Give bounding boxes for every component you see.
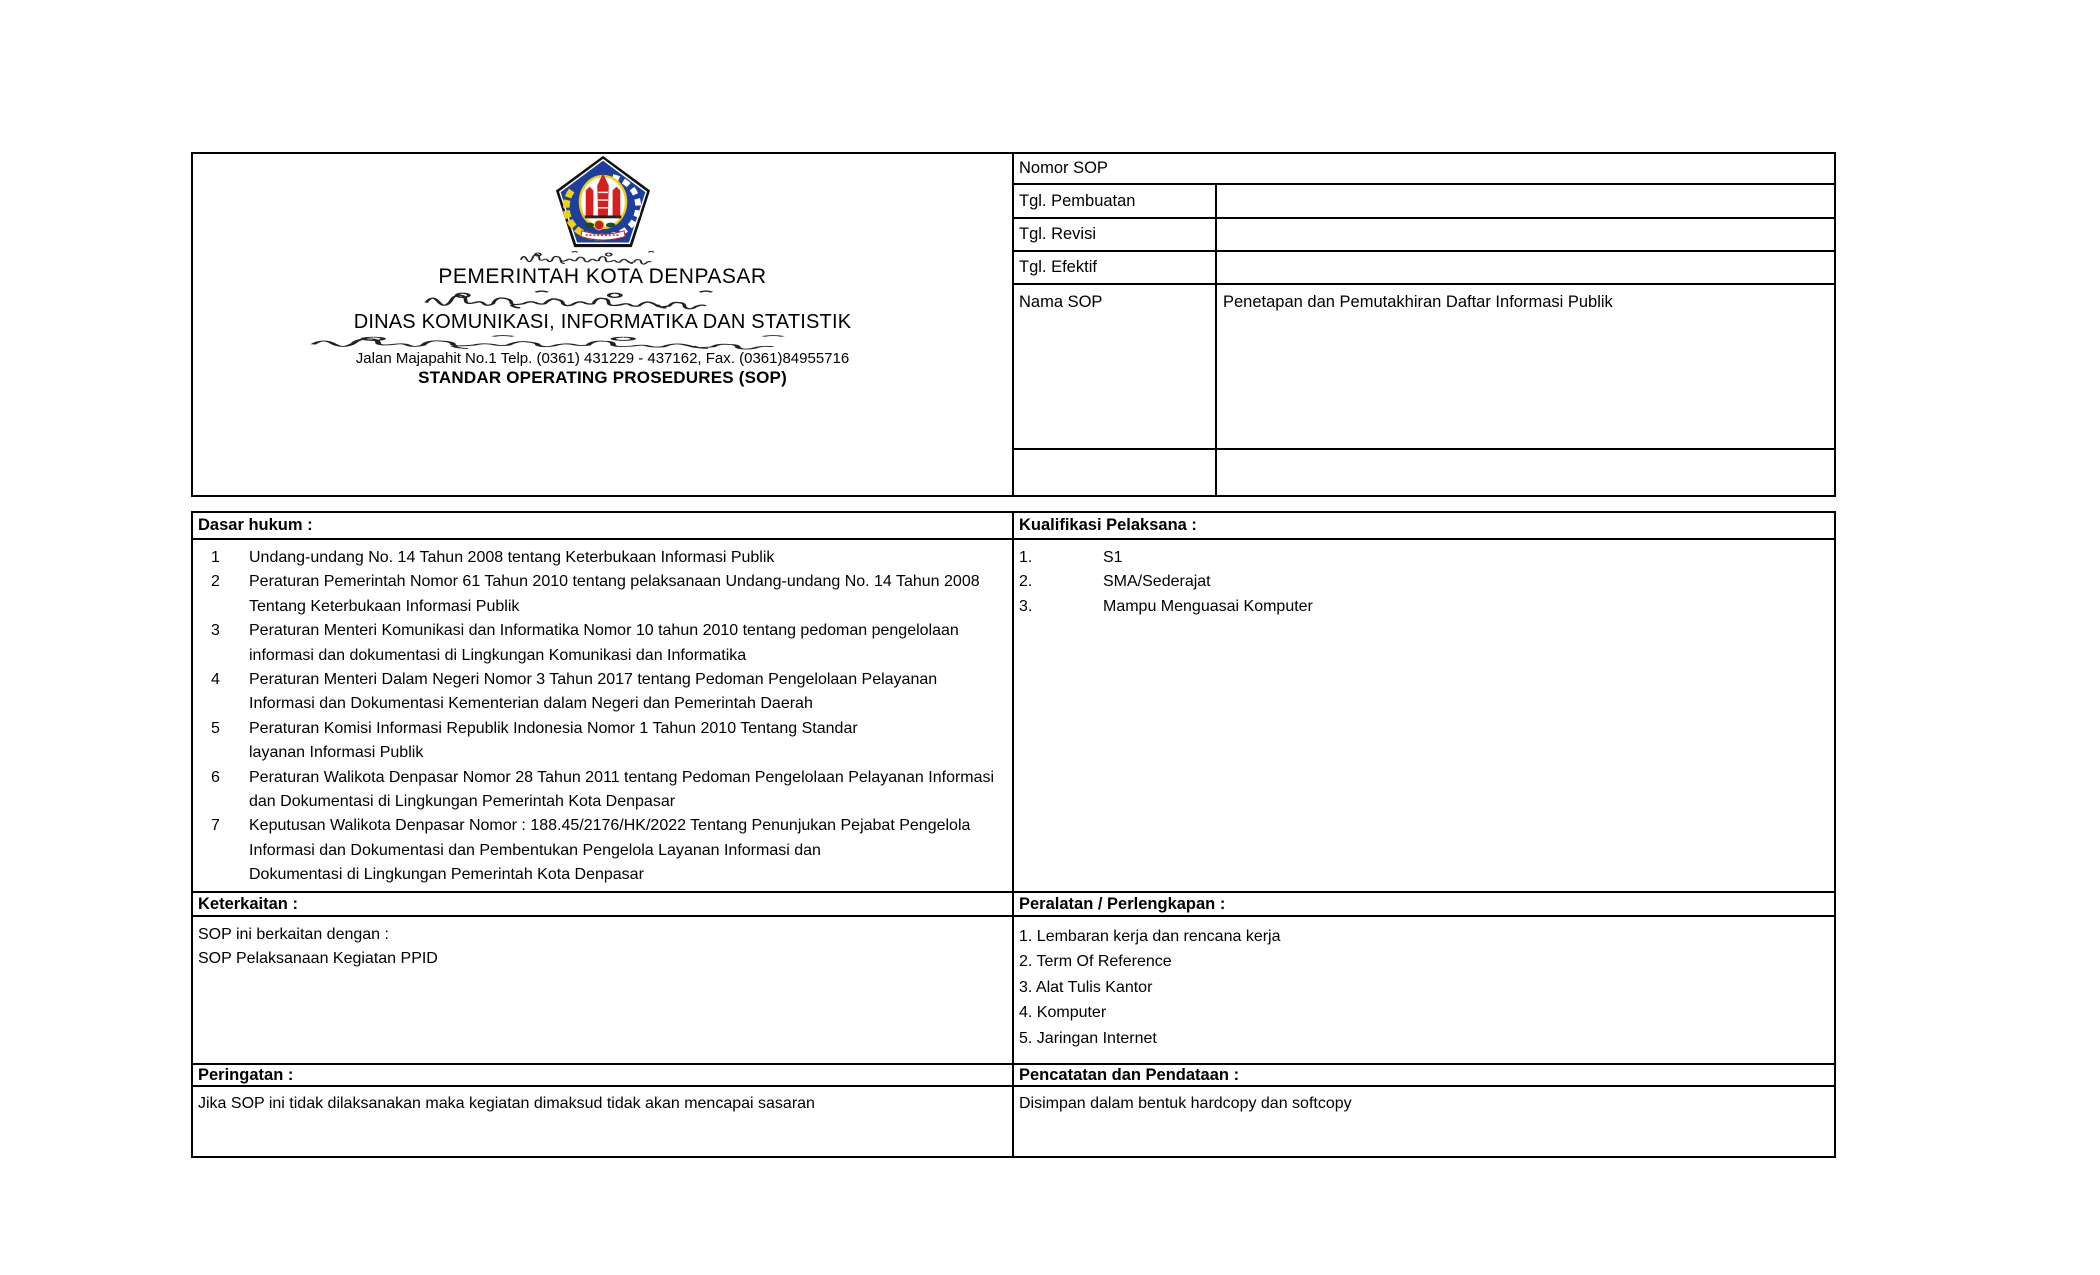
balinese-script-line-2 — [420, 289, 785, 310]
list-item — [1014, 595, 1834, 619]
agency-address: Jalan Majapahit No.1 Telp. (0361) 431229 - 437162, Fax. (0361)84955716 — [355, 350, 850, 367]
list-item — [193, 570, 1012, 619]
sop-info-row-efektif — [1014, 252, 1834, 285]
item-number: 5 — [211, 719, 220, 737]
sop-nama-label: Nama SOP — [1014, 285, 1217, 448]
item-text: S1 — [1103, 549, 1123, 566]
kualifikasi-list — [1014, 540, 1834, 897]
sop-efektif-label: Tgl. Efektif — [1014, 252, 1217, 283]
keterkaitan-header: Keterkaitan : — [198, 894, 298, 913]
item-line: Informasi dan Dokumentasi dan Pembentukan Pengelola Layanan Informasi dan — [249, 841, 821, 859]
sop-revisi-value — [1217, 219, 1834, 250]
peralatan-list — [1014, 917, 1839, 1070]
item-text: Mampu Menguasai Komputer — [1103, 597, 1313, 615]
item-line: informasi dan dokumentasi di Lingkungan Komunikasi dan Informatika — [249, 646, 747, 664]
list-item: 2. Term Of Reference — [1019, 953, 1172, 971]
dasar-hukum-list — [193, 540, 1012, 897]
item-number: 3 — [211, 622, 220, 640]
list-item — [1014, 546, 1834, 570]
list-item — [1014, 570, 1834, 594]
item-number: 1 — [211, 549, 220, 566]
item-number: 2. — [1019, 573, 1033, 591]
item-line: Peraturan Komisi Informasi Republik Indonesia Nomor 1 Tahun 2010 Tentang Standar — [249, 719, 858, 737]
dasar-hukum-header: Dasar hukum : — [198, 516, 313, 534]
sop-nomor-label: Nomor SOP — [1019, 159, 1108, 177]
item-number: 4 — [211, 671, 220, 689]
list-item: 1. Lembaran kerja dan rencana kerja — [1019, 928, 1281, 945]
balinese-script-line-1 — [518, 250, 688, 265]
item-line: Peraturan Menteri Komunikasi dan Informatika Nomor 10 tahun 2010 tentang pedoman pengelolaan — [249, 622, 959, 640]
keterkaitan-line: SOP ini berkaitan dengan : — [198, 926, 389, 943]
item-number: 2 — [211, 573, 220, 591]
item-line: dan Dokumentasi di Lingkungan Pemerintah Kota Denpasar — [249, 793, 676, 811]
sop-info-row-nomor — [1014, 154, 1834, 185]
sop-info-row-empty — [1014, 450, 1834, 495]
item-line: Peraturan Pemerintah Nomor 61 Tahun 2010 tentang pelaksanaan Undang-undang No. 14 Tahun 2008 — [249, 573, 980, 591]
keterkaitan-content — [193, 917, 1017, 1069]
sop-empty-label — [1014, 450, 1217, 495]
letterhead — [193, 154, 1012, 388]
item-text: SMA/Sederajat — [1103, 573, 1211, 591]
sop-efektif-value — [1217, 252, 1834, 283]
sop-revisi-label: Tgl. Revisi — [1014, 219, 1217, 250]
sop-pembuatan-label: Tgl. Pembuatan — [1014, 185, 1217, 217]
sop-info-row-pembuatan — [1014, 185, 1834, 219]
pencatatan-content: Disimpan dalam bentuk hardcopy dan softcopy — [1019, 1095, 1352, 1112]
denpasar-emblem-icon — [551, 154, 655, 250]
balinese-script-line-3 — [303, 334, 903, 350]
list-item — [193, 717, 1012, 766]
agency-name-1: PEMERINTAH KOTA DENPASAR — [438, 265, 767, 288]
keterkaitan-line: SOP Pelaksanaan Kegiatan PPID — [198, 950, 438, 967]
sop-nama-value: Penetapan dan Pemutakhiran Daftar Informasi Publik — [1223, 293, 1613, 311]
item-number: 7 — [211, 817, 220, 835]
item-line: Dokumentasi di Lingkungan Pemerintah Kota Denpasar — [249, 866, 644, 884]
lower-section — [191, 511, 1836, 1158]
item-number: 1. — [1019, 549, 1033, 566]
list-item — [193, 766, 1012, 815]
item-line: Peraturan Walikota Denpasar Nomor 28 Tahun 2011 tentang Pedoman Pengelolaan Pelayanan Informasi — [249, 768, 995, 786]
item-line: Tentang Keterbukaan Informasi Publik — [249, 597, 520, 615]
list-item — [193, 814, 1012, 887]
document-title: STANDAR OPERATING PROSEDURES (SOP) — [418, 368, 787, 387]
item-line: Peraturan Menteri Dalam Negeri Nomor 3 Tahun 2017 tentang Pedoman Pengelolaan Pelayanan — [249, 671, 938, 689]
sop-info-row-revisi — [1014, 219, 1834, 252]
peralatan-header: Peralatan / Perlengkapan : — [1019, 894, 1226, 913]
agency-name-2: DINAS KOMUNIKASI, INFORMATIKA DAN STATISTIK — [353, 311, 852, 333]
list-item — [193, 546, 1012, 570]
item-line: Informasi dan Dokumentasi Kementerian dalam Negeri dan Pemerintah Daerah — [249, 695, 813, 713]
pencatatan-header: Pencatatan dan Pendataan : — [1019, 1065, 1240, 1084]
sop-pembuatan-value — [1217, 185, 1834, 217]
kualifikasi-header: Kualifikasi Pelaksana : — [1019, 516, 1197, 534]
denpasar-city-emblem — [193, 154, 1012, 250]
item-line: layanan Informasi Publik — [249, 744, 424, 762]
list-item — [193, 619, 1012, 668]
peringatan-header: Peringatan : — [198, 1065, 294, 1084]
item-number: 6 — [211, 768, 220, 786]
peringatan-content: Jika SOP ini tidak dilaksanakan maka kegiatan dimaksud tidak akan mencapai sasaran — [198, 1095, 815, 1112]
sop-empty-value — [1217, 450, 1834, 495]
item-number: 3. — [1019, 597, 1033, 615]
list-item — [193, 668, 1012, 717]
sop-info-row-nama — [1014, 285, 1834, 450]
sop-info-table — [1014, 154, 1834, 495]
item-line: Keputusan Walikota Denpasar Nomor : 188.45/2176/HK/2022 Tentang Penunjukan Pejabat Pengelola — [249, 817, 971, 835]
item-line: Undang-undang No. 14 Tahun 2008 tentang Keterbukaan Informasi Publik — [249, 549, 775, 566]
list-item: 4. Komputer — [1019, 1004, 1107, 1022]
list-item: 5. Jaringan Internet — [1019, 1029, 1157, 1047]
top-section — [191, 152, 1836, 497]
list-item: 3. Alat Tulis Kantor — [1019, 978, 1153, 996]
